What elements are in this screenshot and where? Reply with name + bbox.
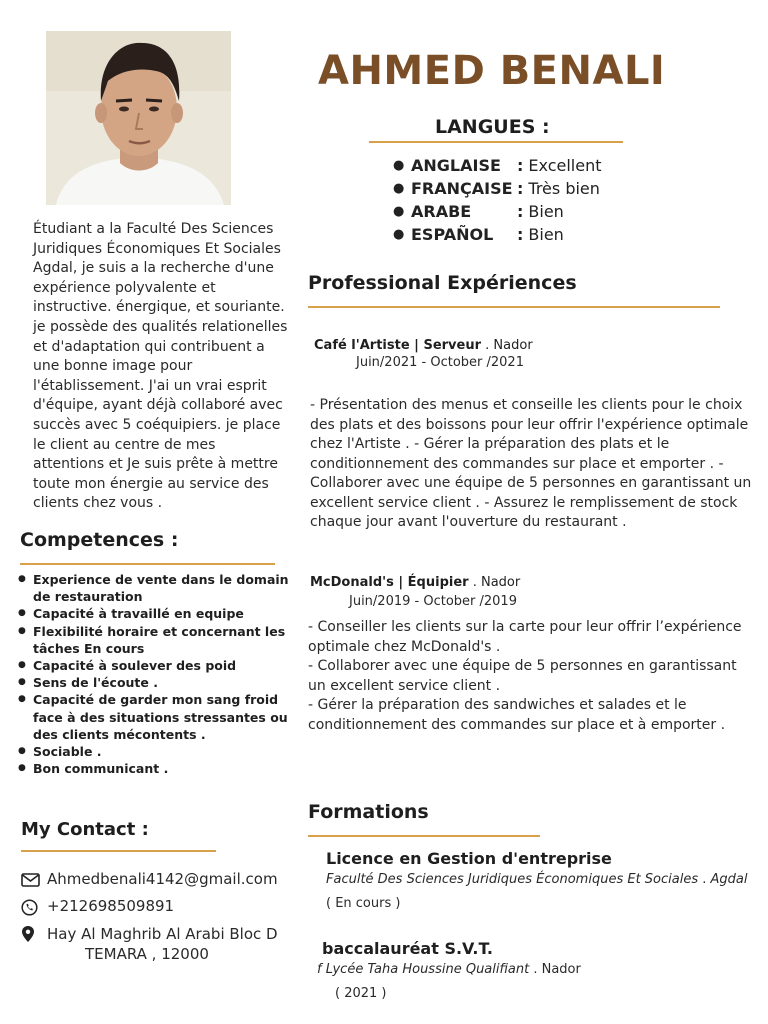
- bullet-icon: ●: [18, 660, 26, 671]
- address-line-2: TEMARA , 12000: [85, 945, 209, 963]
- bullet-icon: ●: [18, 763, 26, 774]
- bullet-icon: ●: [393, 204, 405, 219]
- formations-divider: [308, 835, 540, 837]
- formation-year: ( 2021 ): [335, 986, 387, 1001]
- location-pin-icon: [21, 924, 47, 944]
- language-level: Bien: [528, 202, 564, 221]
- bullet-icon: ●: [18, 608, 26, 619]
- job-description: - Présentation des menus et conseille les clients pour le choix des plats et des boissons pour leur offrir l'expérience optimale chez l'Artiste . - Gérer la préparation des plats et le conditionnement des commandes sur place et emporter . - Collaborer avec une équipe de 5 personnes en garantissant un excellent service client . - Assurez le remplissement de stock chaque jour avant l'ouverture du restaurant .: [310, 397, 752, 530]
- competence-item: ● Capacité à travaillé en equipe: [18, 606, 244, 622]
- languages-title: LANGUES :: [435, 116, 550, 138]
- language-item: ● ESPAÑOL : Bien: [393, 225, 564, 244]
- experience-title: Professional Expériences: [308, 272, 577, 294]
- language-level: Excellent: [528, 156, 602, 175]
- job-dates: Juin/2021 - October /2021: [356, 355, 524, 370]
- job-description: [308, 618, 758, 735]
- job-description-line: - Gérer la préparation des sandwiches et salades et le conditionnement des commandes sur place et à emporter .: [308, 697, 726, 733]
- formation-school: Faculté Des Sciences Juridiques Économiques Et Sociales . Agdal: [326, 872, 748, 887]
- competences-list: [18, 571, 290, 777]
- job-role: Café l'Artiste | Serveur: [314, 338, 482, 353]
- formation-school: f Lycée Taha Houssine Qualifiant . Nador: [317, 962, 581, 977]
- formation-status: ( En cours ): [326, 896, 401, 911]
- competence-item: ● Bon communicant .: [18, 761, 169, 777]
- language-name: FRANÇAISE: [411, 179, 513, 198]
- experience-divider: [308, 306, 720, 308]
- phone-icon: [21, 897, 47, 917]
- competence-item: ● Sens de l'écoute .: [18, 675, 158, 691]
- contact-title: My Contact :: [21, 819, 149, 840]
- language-level: Très bien: [528, 179, 600, 198]
- formations-title: Formations: [308, 801, 429, 823]
- profile-photo: [46, 31, 231, 205]
- contact-email[interactable]: Ahmedbenali4142@gmail.com: [47, 870, 278, 888]
- contact-address-row: [21, 924, 278, 964]
- about-text: Étudiant a la Faculté Des Sciences Juridiques Économiques Et Sociales Agdal, je suis a la recherche d'une expérience polyvalente et instructive. énergique, et souriante. je possède des qualités relationelles et d'adaptation qui contribuent a une bonne image pour l'établissement. J'ai un vrai esprit d'équipe, ayant déjà collaboré avec succès avec 5 coéquipiers. je place le client au centre de mes attentions et Je suis prête à mettre toute mon énergie au service des clients chez vous .: [33, 221, 288, 512]
- bullet-icon: ●: [393, 227, 405, 242]
- contact-phone-row: [21, 897, 174, 917]
- competence-item: ● Flexibilité horaire et concernant les tâches En cours: [18, 623, 286, 656]
- competence-item: ● Capacité de garder mon sang froid face à des situations stressantes ou des clients mécontents .: [18, 692, 288, 742]
- job-description-line: - Conseiller les clients sur la carte pour leur offrir l’expérience optimale chez McDonald's .: [308, 619, 742, 655]
- bullet-icon: ●: [393, 181, 405, 196]
- language-item: ● ANGLAISE : Excellent: [393, 156, 602, 175]
- address-line-1: Hay Al Maghrib Al Arabi Bloc D: [47, 925, 278, 943]
- competences-divider: [20, 563, 275, 565]
- competence-item: ● Experience de vente dans le domain de restauration: [18, 572, 289, 605]
- formation-degree: Licence en Gestion d'entreprise: [326, 849, 612, 868]
- bullet-icon: ●: [18, 694, 26, 705]
- contact-email-row: [21, 870, 278, 890]
- language-level: Bien: [528, 225, 564, 244]
- bullet-icon: ●: [18, 746, 26, 757]
- languages-list: [393, 154, 602, 246]
- languages-divider: [369, 141, 623, 143]
- language-name: ESPAÑOL: [411, 225, 494, 244]
- formation-degree: baccalauréat S.V.T.: [322, 939, 494, 958]
- job-header: Café l'Artiste | Serveur . Nador: [314, 338, 533, 353]
- competences-title: Competences :: [20, 529, 179, 551]
- job-description-line: - Collaborer avec une équipe de 5 personnes en garantissant un excellent service client .: [308, 658, 737, 694]
- language-name: ARABE: [411, 202, 472, 221]
- language-name: ANGLAISE: [411, 156, 501, 175]
- bullet-icon: ●: [18, 677, 26, 688]
- job-role: McDonald's | Équipier: [310, 575, 469, 590]
- bullet-icon: ●: [393, 158, 405, 173]
- competence-item: ● Sociable .: [18, 744, 102, 760]
- language-item: ● FRANÇAISE : Très bien: [393, 179, 600, 198]
- language-item: ● ARABE : Bien: [393, 202, 564, 221]
- job-dates: Juin/2019 - October /2019: [349, 594, 517, 609]
- job-header: McDonald's | Équipier . Nador: [310, 575, 521, 590]
- mail-icon: [21, 870, 47, 890]
- bullet-icon: ●: [18, 625, 26, 636]
- full-name: AHMED BENALI: [318, 48, 666, 94]
- contact-address: [47, 924, 278, 964]
- contact-divider: [21, 850, 216, 852]
- job-city: Nador: [480, 575, 521, 590]
- competence-item: ● Capacité à soulever des poid: [18, 658, 237, 674]
- bullet-icon: ●: [18, 574, 26, 584]
- job-city: Nador: [493, 338, 533, 353]
- contact-phone[interactable]: +212698509891: [47, 897, 175, 915]
